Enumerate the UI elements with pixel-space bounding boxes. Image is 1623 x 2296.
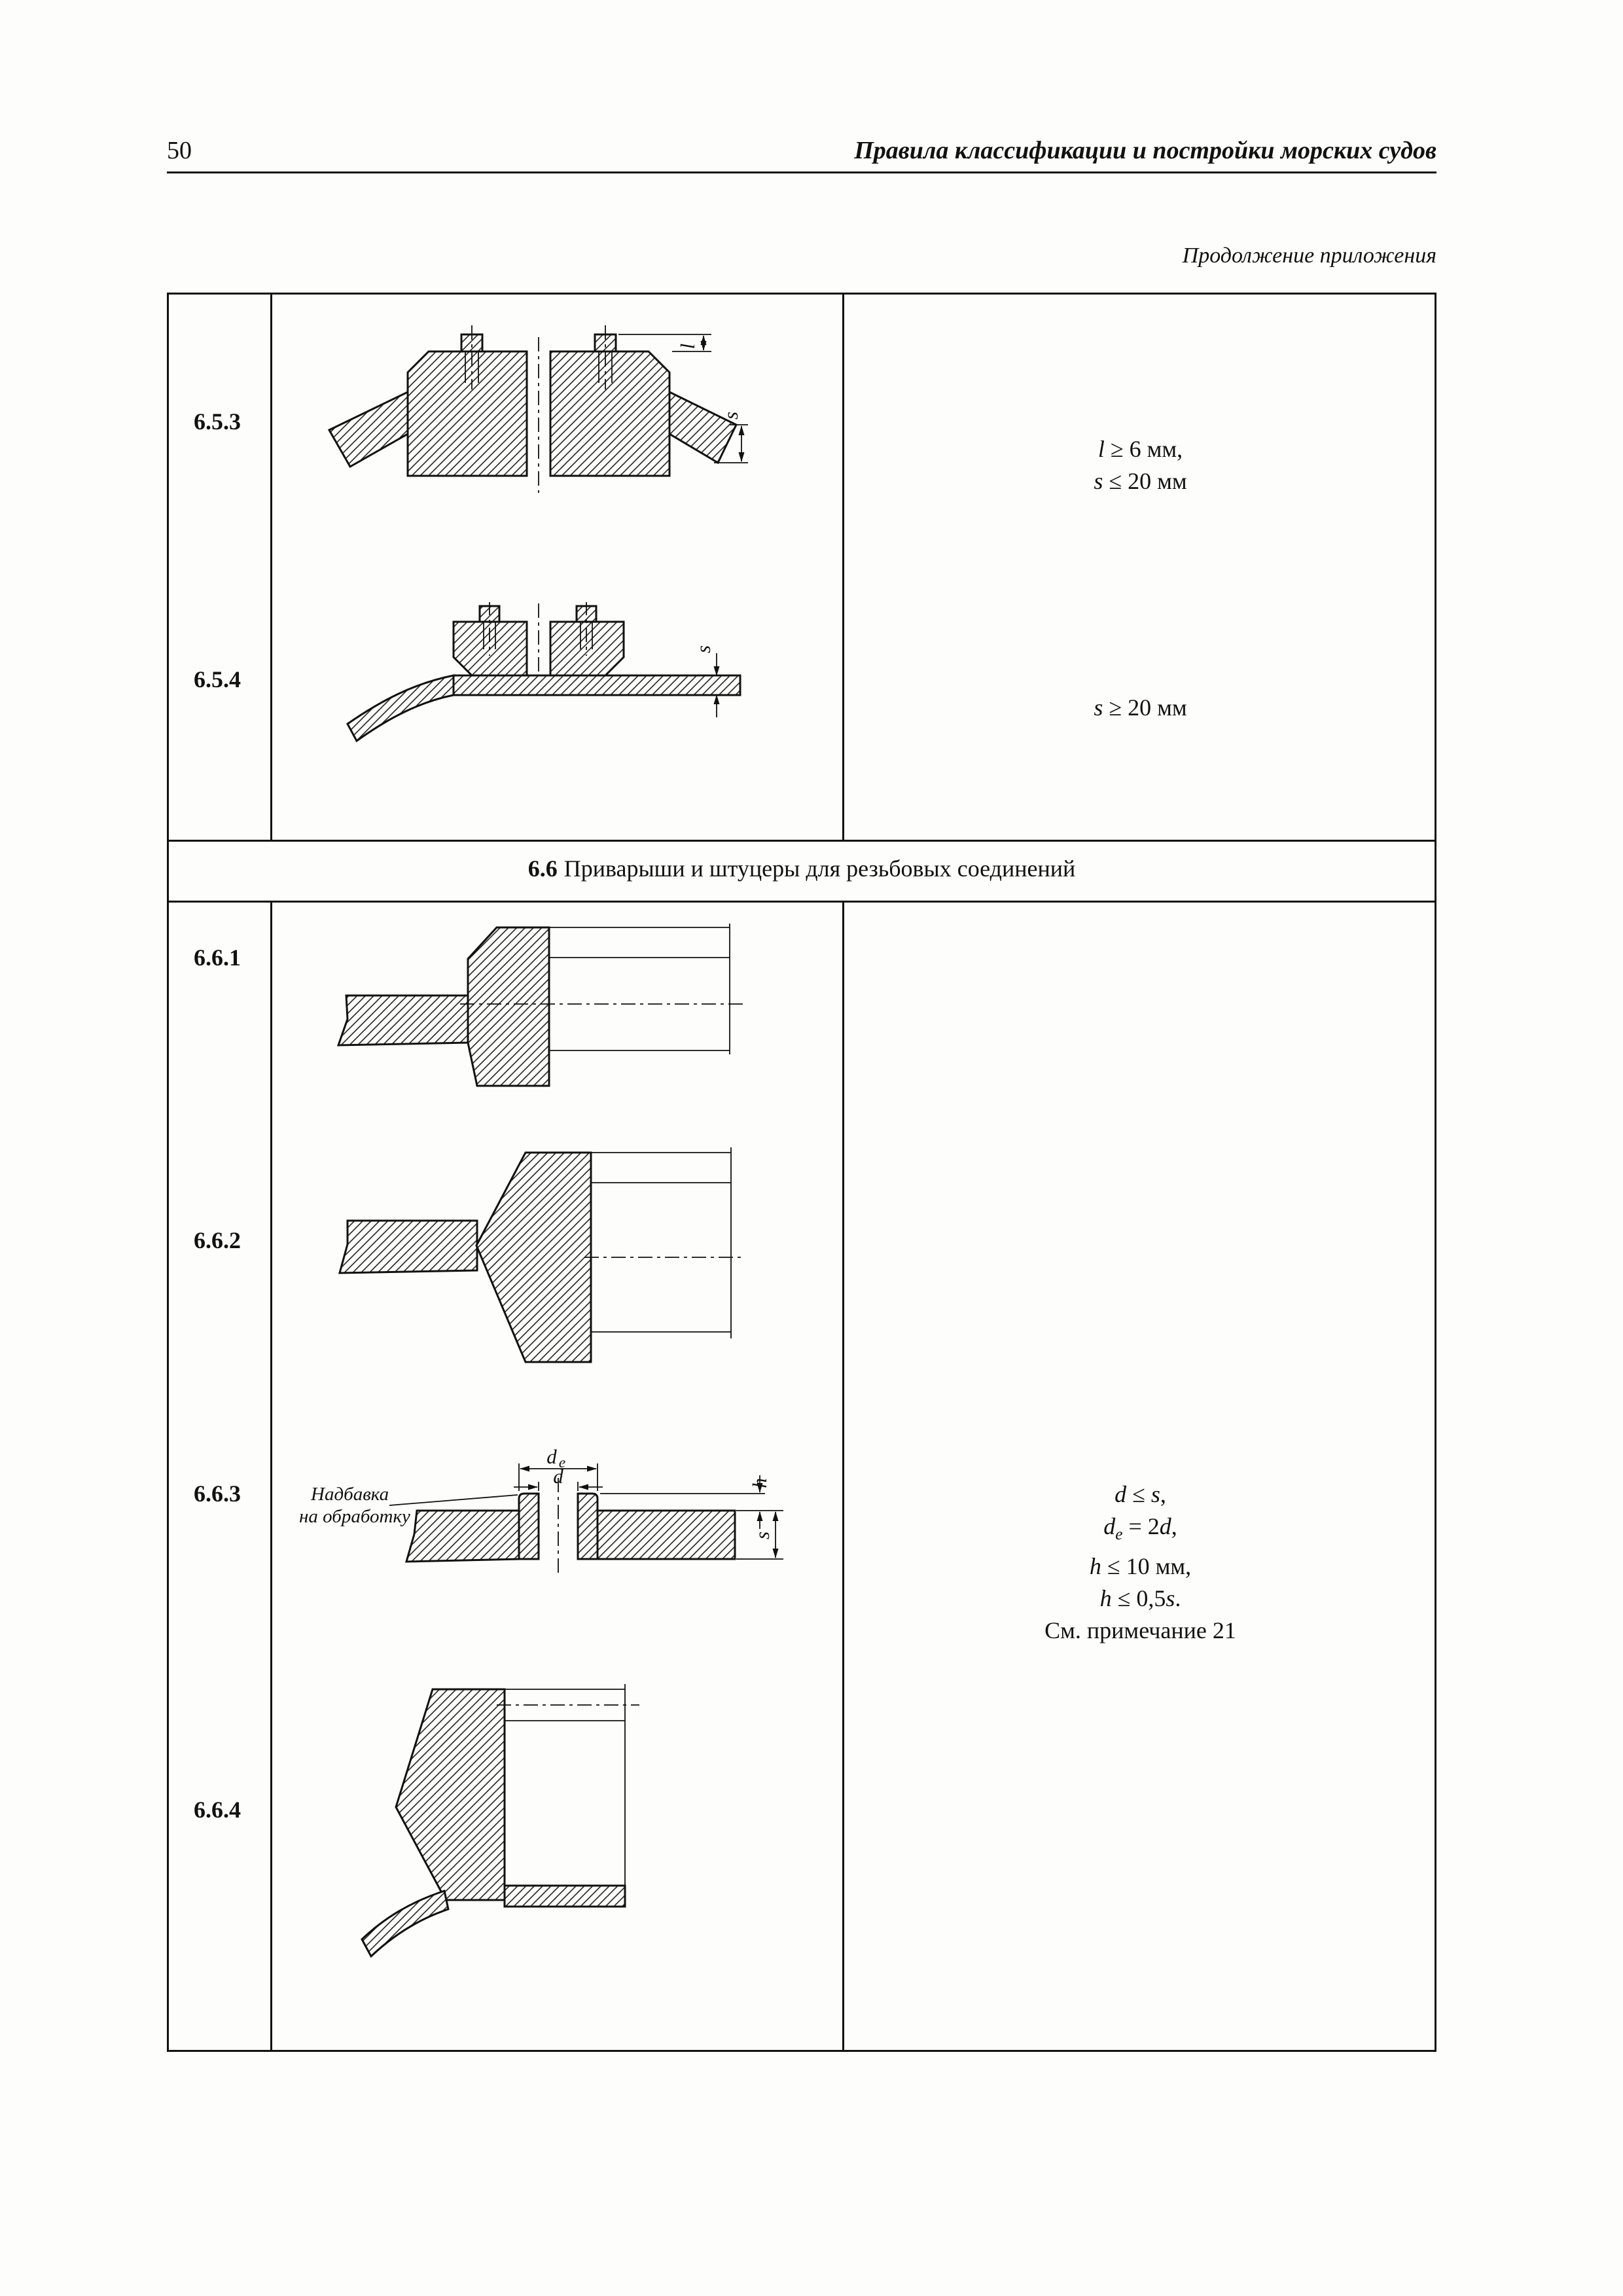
right-flange-block bbox=[550, 351, 669, 476]
page-number: 50 bbox=[167, 137, 192, 164]
allowance-leader-line bbox=[389, 1495, 518, 1505]
section-number: 6.6 bbox=[527, 855, 558, 882]
diagram-6-6-4 bbox=[329, 1679, 696, 1967]
requirement-6-6-3: d ≤ s, $d_e = 2d$, h ≤ 10 мм, h ≤ 0,5s. См. примечание 21 bbox=[1044, 1481, 1236, 1644]
column-divider-left-bottom bbox=[270, 901, 272, 2050]
right-ring-block bbox=[550, 622, 624, 675]
row-label-6-6-2: 6.6.2 bbox=[194, 1227, 241, 1253]
running-head bbox=[167, 136, 1436, 165]
dimension-l bbox=[618, 334, 711, 351]
header-rule bbox=[167, 171, 1436, 173]
diagram-6-5-4 bbox=[316, 602, 748, 746]
bore-lines bbox=[505, 1684, 625, 1886]
shell-plate-left bbox=[362, 1891, 448, 1956]
dim-label-s: s bbox=[692, 645, 715, 654]
allowance-text-line1: Надбавка bbox=[311, 1484, 389, 1505]
column-divider-right-bottom bbox=[842, 901, 844, 2050]
diagram-6-6-1 bbox=[329, 920, 748, 1103]
welded-boss bbox=[476, 1153, 591, 1362]
row-label-6-6-1: 6.6.1 bbox=[194, 944, 241, 971]
diagram-6-6-3 bbox=[277, 1401, 787, 1584]
welded-boss bbox=[468, 927, 549, 1086]
boss-right-lip bbox=[578, 1494, 597, 1559]
bore-lines bbox=[549, 924, 730, 1054]
shell-plate bbox=[338, 996, 468, 1045]
left-flange-block bbox=[408, 351, 527, 476]
shell-plate bbox=[348, 675, 740, 741]
appendix-table bbox=[167, 293, 1436, 2052]
continuation-note: Продолжение приложения bbox=[1182, 243, 1436, 268]
dim-label-h: h bbox=[748, 1478, 771, 1488]
running-head-title: Правила классификации и постройки морских судов bbox=[854, 137, 1436, 164]
row-label-6-6-3: 6.6.3 bbox=[194, 1480, 241, 1507]
shell-plate-right bbox=[597, 1511, 735, 1559]
row-label-6-5-3: 6.5.3 bbox=[194, 408, 241, 435]
bore-lines bbox=[591, 1147, 731, 1338]
diagram-6-5-3 bbox=[316, 317, 748, 514]
column-divider-right-top bbox=[842, 295, 844, 840]
section-header bbox=[169, 855, 1435, 882]
shell-plate bbox=[340, 1221, 477, 1273]
requirement-6-5-4: s ≥ 20 мм bbox=[1094, 694, 1187, 721]
dim-label-de-base: d bbox=[546, 1445, 557, 1468]
row-label-6-5-4: 6.5.4 bbox=[194, 666, 241, 692]
section-row-top-border bbox=[169, 840, 1435, 842]
dim-label-de-sub: e bbox=[558, 1454, 566, 1471]
dim-label-d: d bbox=[553, 1465, 563, 1488]
left-ring-block bbox=[454, 622, 527, 675]
dim-label-l: l bbox=[676, 343, 699, 350]
column-divider-left-top bbox=[270, 295, 272, 840]
right-pipe-wall bbox=[669, 392, 736, 463]
dim-label-s: s bbox=[719, 411, 742, 420]
section-title: Приварыши и штуцеры для резьбовых соединений bbox=[563, 855, 1076, 882]
left-pipe-wall bbox=[329, 392, 408, 467]
boss-left-lip bbox=[519, 1494, 539, 1559]
dim-label-s: s bbox=[751, 1531, 774, 1540]
shell-plate-left bbox=[406, 1511, 519, 1562]
allowance-text-line2: на обработку bbox=[299, 1506, 410, 1527]
row-label-6-6-4: 6.6.4 bbox=[194, 1797, 241, 1823]
shell-plate-right bbox=[505, 1886, 625, 1907]
diagram-6-6-2 bbox=[329, 1142, 748, 1378]
welded-boss bbox=[396, 1689, 505, 1900]
section-row-bottom-border bbox=[169, 901, 1435, 903]
requirement-6-5-3: l ≥ 6 мм, s ≤ 20 мм bbox=[1094, 436, 1187, 494]
